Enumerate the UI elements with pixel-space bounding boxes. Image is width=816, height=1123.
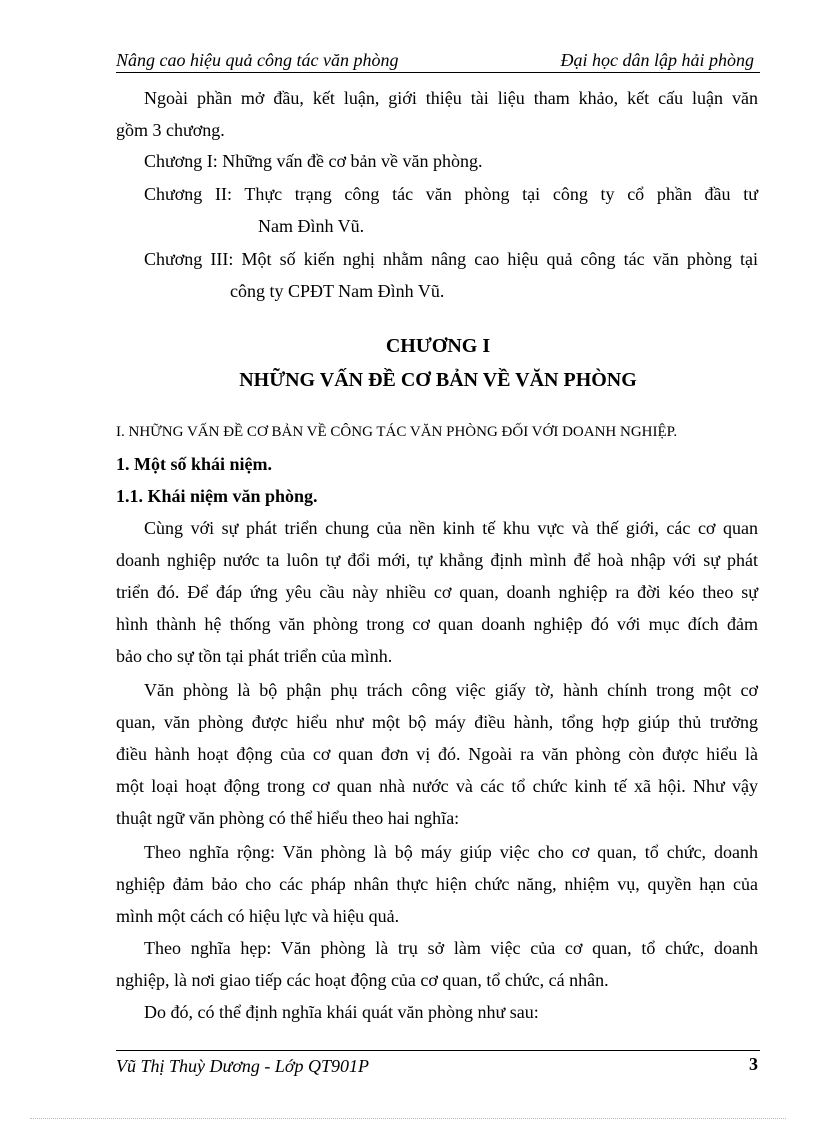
para2-line: quan, văn phòng được hiểu như một bộ máy điều hành, tổng hợp giúp thủ trưởng	[116, 712, 758, 732]
header-right-title: Đại học dân lập hải phòng	[560, 50, 754, 70]
chapter-list-item-2: Chương II: Thực trạng công tác văn phòng tại công ty cổ phần đầu tư	[144, 184, 758, 204]
para5-line: Do đó, có thể định nghĩa khái quát văn phòng như sau:	[144, 1002, 539, 1022]
para3-line: mình một cách có hiệu lực và hiệu quả.	[116, 906, 400, 926]
para2-line: một loại hoạt động trong cơ quan nhà nước và các tổ chức kinh tế xã hội. Như vậy	[116, 776, 758, 796]
page-bottom-border	[30, 1118, 786, 1119]
para4-line: nghiệp, là nơi giao tiếp các hoạt động của cơ quan, tổ chức, cá nhân.	[116, 970, 609, 990]
para1-line: hình thành hệ thống văn phòng trong cơ quan doanh nghiệp đó với mục đích đảm	[116, 614, 758, 634]
para1-line: triển đó. Để đáp ứng yêu cầu này nhiều cơ quan, doanh nghiệp ra đời kéo theo sự	[116, 582, 758, 602]
para2-line: điều hành hoạt động của cơ quan đơn vị đó. Ngoài ra văn phòng còn được hiểu là	[116, 744, 758, 764]
chapter-list-item-1: Chương I: Những vấn đề cơ bản về văn phòng.	[144, 151, 483, 171]
para4-line: Theo nghĩa hẹp: Văn phòng là trụ sở làm việc của cơ quan, tổ chức, doanh	[144, 938, 758, 958]
chapter-number: CHƯƠNG I	[385, 335, 491, 357]
para2-line: thuật ngữ văn phòng có thể hiểu theo hai nghĩa:	[116, 808, 460, 828]
header-left-title: Nâng cao hiệu quả công tác văn phòng	[116, 50, 399, 70]
intro-line-2: gồm 3 chương.	[116, 120, 225, 140]
para1-line: Cùng với sự phát triển chung của nền kinh tế khu vực và thế giới, các cơ quan	[144, 518, 758, 538]
subsection-heading-1-1: 1.1. Khái niệm văn phòng.	[116, 486, 318, 506]
para1-line: doanh nghiệp nước ta luôn tự đổi mới, tự khẳng định mình để hoà nhập với sự phát	[116, 550, 758, 570]
section-heading: I. NHỮNG VẤN ĐỀ CƠ BẢN VỀ CÔNG TÁC VĂN PHÒNG ĐỐI VỚI DOANH NGHIỆP.	[116, 424, 678, 440]
para3-line: Theo nghĩa rộng: Văn phòng là bộ máy giúp việc cho cơ quan, tổ chức, doanh	[144, 842, 758, 862]
chapter-list-item-3-cont: công ty CPĐT Nam Đình Vũ.	[230, 281, 445, 301]
para2-line: Văn phòng là bộ phận phụ trách công việc giấy tờ, hành chính trong một cơ	[144, 680, 758, 700]
intro-line-1: Ngoài phần mở đầu, kết luận, giới thiệu tài liệu tham khảo, kết cấu luận văn	[144, 88, 758, 108]
chapter-list-item-3: Chương III: Một số kiến nghị nhằm nâng cao hiệu quả công tác văn phòng tại	[144, 249, 758, 269]
running-header	[116, 50, 760, 73]
page-number: 3	[749, 1054, 758, 1074]
chapter-title: NHỮNG VẤN ĐỀ CƠ BẢN VỀ VĂN PHÒNG	[239, 369, 637, 391]
footer-divider	[116, 1050, 760, 1051]
footer-author: Vũ Thị Thuỳ Dương - Lớp QT901P	[116, 1056, 370, 1076]
para3-line: nghiệp đảm bảo cho các pháp nhân thực hiện chức năng, nhiệm vụ, quyền hạn của	[116, 874, 758, 894]
para1-line: bảo cho sự tồn tại phát triển của mình.	[116, 646, 393, 666]
chapter-list-item-2-cont: Nam Đình Vũ.	[258, 216, 365, 236]
subsection-heading-1: 1. Một số khái niệm.	[116, 454, 273, 474]
